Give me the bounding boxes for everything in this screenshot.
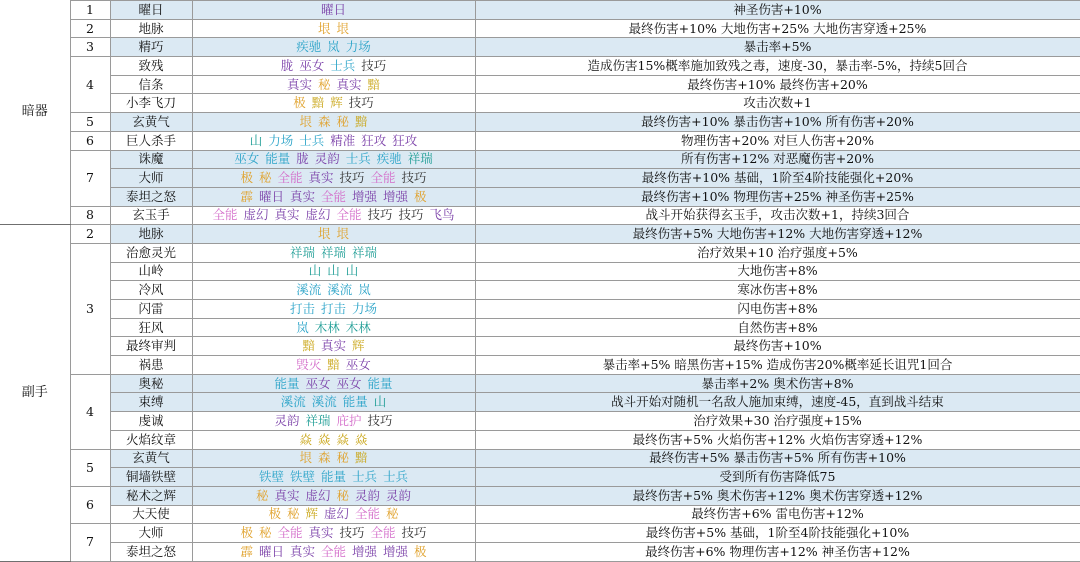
gem-label: 辉 [330, 95, 343, 111]
runeword-name-cell: 地脉 [110, 19, 192, 38]
tier-number-cell: 6 [70, 486, 110, 523]
effect-cell: 寒冰伤害+8% [475, 281, 1080, 300]
gem-label: 巫女 [234, 151, 260, 167]
table-row [0, 524, 1080, 543]
gem-label: 山 [373, 394, 387, 410]
runeword-name-cell: 狂风 [110, 318, 192, 337]
runeword-name-cell: 秘术之辉 [110, 486, 192, 505]
runeword-name-cell: 闪雷 [110, 300, 192, 319]
table-row [0, 449, 1080, 468]
gem-combo-cell [192, 337, 475, 356]
gem-label: 巫女 [299, 57, 325, 73]
gem-label: 虚幻 [324, 506, 350, 522]
table-row [0, 225, 1080, 244]
gem-label: 巫女 [336, 375, 362, 391]
effect-cell: 攻击次数+1 [475, 94, 1080, 113]
table-row [0, 38, 1080, 57]
gem-label: 霹 [240, 188, 253, 204]
effect-cell: 最终伤害+5% 基础，1阶至4阶技能强化+10% [475, 524, 1080, 543]
gem-label: 士兵 [383, 469, 409, 485]
gem-label: 士兵 [352, 469, 378, 485]
runeword-name-cell: 巨人杀手 [110, 131, 192, 150]
gem-combo-cell [192, 281, 475, 300]
gem-label: 真实 [320, 338, 346, 354]
gem-label: 全能 [336, 207, 362, 223]
gem-label: 祥瑞 [352, 244, 378, 260]
gem-label: 垠 [299, 450, 312, 466]
gem-label: 增强 [352, 543, 378, 559]
gem-combo-cell [192, 169, 475, 188]
runeword-name-cell: 冷风 [110, 281, 192, 300]
gem-label: 力场 [345, 39, 371, 55]
gem-label: 秘 [336, 450, 350, 466]
table-row [0, 542, 1080, 561]
runeword-name-cell: 地脉 [110, 225, 192, 244]
gem-label: 全能 [212, 207, 238, 223]
runeword-name-cell: 最终审判 [110, 337, 192, 356]
gem-label: 技巧 [367, 412, 393, 428]
table-row [0, 318, 1080, 337]
gem-label: 技巧 [401, 525, 427, 541]
gem-label: 山 [327, 263, 340, 279]
gem-combo-cell [192, 38, 475, 57]
effect-cell: 闪电伤害+8% [475, 300, 1080, 319]
table-row [0, 1, 1080, 20]
gem-label: 黯 [327, 356, 340, 372]
gem-combo-cell [192, 225, 475, 244]
runeword-name-cell: 火焰纹章 [110, 430, 192, 449]
table-row [0, 374, 1080, 393]
tier-number-cell: 7 [70, 524, 110, 561]
gem-label: 垠 [336, 20, 350, 36]
runeword-name-cell: 泰坦之怒 [110, 187, 192, 206]
gem-label: 疾驰 [376, 151, 402, 167]
gem-label: 山 [308, 263, 322, 279]
gem-label: 增强 [352, 188, 378, 204]
tier-number-cell: 7 [70, 150, 110, 206]
gem-label: 铁壁 [258, 469, 284, 485]
gem-label: 极 [414, 543, 427, 559]
gem-label: 真实 [336, 76, 362, 92]
table-row [0, 206, 1080, 225]
runeword-name-cell: 小李飞刀 [110, 94, 192, 113]
tier-number-cell: 3 [70, 243, 110, 374]
runeword-name-cell: 玄玉手 [110, 206, 192, 225]
gem-label: 全能 [320, 188, 346, 204]
gem-label: 虚幻 [305, 207, 331, 223]
gem-label: 技巧 [348, 95, 374, 111]
table-row [0, 169, 1080, 188]
gem-label: 飞鸟 [429, 207, 455, 223]
tier-number-cell: 4 [70, 374, 110, 449]
effect-cell: 最终伤害+10% 基础，1阶至4阶技能强化+20% [475, 169, 1080, 188]
gem-label: 士兵 [345, 151, 371, 167]
runeword-name-cell: 大师 [110, 169, 192, 188]
runeword-name-cell: 信条 [110, 75, 192, 94]
runeword-name-cell: 曜日 [110, 1, 192, 20]
gem-label: 溪流 [280, 394, 306, 410]
table-row [0, 19, 1080, 38]
tier-number-cell: 3 [70, 38, 110, 57]
effect-cell: 治疗效果+30 治疗强度+15% [475, 412, 1080, 431]
gem-label: 黯 [355, 113, 368, 129]
gem-label: 真实 [308, 170, 334, 186]
table-row [0, 412, 1080, 431]
table-row [0, 281, 1080, 300]
gem-label: 能量 [320, 469, 346, 485]
gem-label: 木林 [314, 319, 340, 335]
gem-combo-cell [192, 300, 475, 319]
table-row [0, 337, 1080, 356]
gem-label: 焱 [317, 431, 331, 447]
table-row [0, 131, 1080, 150]
gem-label: 真实 [274, 207, 300, 223]
gem-label: 真实 [286, 76, 312, 92]
runeword-name-cell: 玄黄气 [110, 113, 192, 132]
gem-label: 全能 [370, 525, 396, 541]
runeword-name-cell: 治愈灵光 [110, 243, 192, 262]
gem-label: 胧 [280, 57, 294, 73]
table-body [0, 1, 1080, 562]
gem-label: 祥瑞 [289, 244, 315, 260]
gem-label: 能量 [367, 375, 393, 391]
effect-cell: 所有伤害+12% 对恶魔伤害+20% [475, 150, 1080, 169]
gem-combo-cell [192, 94, 475, 113]
effect-cell: 受到所有伤害降低75 [475, 468, 1080, 487]
gem-label: 岚 [358, 282, 371, 298]
effect-cell: 最终伤害+10% 物理伤害+25% 神圣伤害+25% [475, 187, 1080, 206]
gem-label: 祥瑞 [305, 412, 331, 428]
effect-cell: 大地伤害+8% [475, 262, 1080, 281]
effect-cell: 战斗开始对随机一名敌人施加束缚，速度-45，直到战斗结束 [475, 393, 1080, 412]
gem-combo-cell [192, 393, 475, 412]
gem-label: 巫女 [345, 356, 371, 372]
effect-cell: 最终伤害+5% 奥术伤害+12% 奥术伤害穿透+12% [475, 486, 1080, 505]
tier-number-cell: 6 [70, 131, 110, 150]
effect-cell: 最终伤害+6% 物理伤害+12% 神圣伤害+12% [475, 542, 1080, 561]
gem-label: 增强 [383, 543, 409, 559]
gem-label: 垠 [336, 226, 350, 242]
gem-label: 灵韵 [386, 487, 412, 503]
gem-combo-cell [192, 486, 475, 505]
table-row [0, 468, 1080, 487]
gem-label: 秘 [336, 113, 350, 129]
table-row [0, 505, 1080, 524]
gem-label: 真实 [308, 525, 334, 541]
runeword-name-cell: 致残 [110, 57, 192, 76]
gem-label: 士兵 [330, 57, 356, 73]
gem-label: 溪流 [327, 282, 353, 298]
gem-combo-cell [192, 113, 475, 132]
runeword-name-cell: 虔诚 [110, 412, 192, 431]
runeword-name-cell: 精巧 [110, 38, 192, 57]
gem-combo-cell [192, 75, 475, 94]
category-cell: 副手 [0, 225, 70, 561]
gem-label: 力场 [268, 132, 294, 148]
gem-combo-cell [192, 318, 475, 337]
gem-label: 秘 [286, 506, 300, 522]
table-row [0, 262, 1080, 281]
gem-label: 疾驰 [296, 39, 322, 55]
gem-combo-cell [192, 524, 475, 543]
gem-label: 黯 [355, 450, 368, 466]
table-row [0, 430, 1080, 449]
gem-label: 垠 [317, 20, 331, 36]
gem-label: 灵韵 [355, 487, 381, 503]
table-row [0, 187, 1080, 206]
effect-cell: 最终伤害+10% 最终伤害+20% [475, 75, 1080, 94]
effect-cell: 最终伤害+10% [475, 337, 1080, 356]
table-row [0, 393, 1080, 412]
gem-combo-cell [192, 542, 475, 561]
gem-combo-cell [192, 374, 475, 393]
tier-number-cell: 2 [70, 225, 110, 244]
gem-label: 焱 [336, 431, 350, 447]
gem-label: 山 [345, 263, 359, 279]
table-row [0, 150, 1080, 169]
gem-label: 秘 [336, 487, 350, 503]
gem-label: 狂攻 [361, 132, 387, 148]
table-row [0, 486, 1080, 505]
tier-number-cell: 4 [70, 57, 110, 113]
gem-label: 山 [249, 132, 263, 148]
table-row [0, 300, 1080, 319]
gem-label: 技巧 [339, 525, 365, 541]
gem-label: 极 [293, 95, 306, 111]
gem-label: 灵韵 [314, 151, 340, 167]
gem-label: 虚幻 [305, 487, 331, 503]
tier-number-cell: 8 [70, 206, 110, 225]
gem-label: 溪流 [311, 394, 337, 410]
gem-label: 秘 [258, 525, 272, 541]
gem-label: 铁壁 [289, 469, 315, 485]
gem-label: 能量 [265, 151, 291, 167]
gem-label: 真实 [289, 543, 315, 559]
gem-combo-cell [192, 206, 475, 225]
tier-number-cell: 2 [70, 19, 110, 38]
gem-label: 士兵 [299, 132, 325, 148]
gem-combo-cell [192, 131, 475, 150]
gem-label: 垠 [299, 113, 312, 129]
runeword-name-cell: 大师 [110, 524, 192, 543]
table-row [0, 57, 1080, 76]
gem-label: 庇护 [336, 412, 362, 428]
gem-label: 森 [317, 113, 331, 129]
runeword-name-cell: 束缚 [110, 393, 192, 412]
effect-cell: 暴击率+5% 暗黑伤害+15% 造成伤害20%概率延长诅咒1回合 [475, 356, 1080, 375]
gem-combo-cell [192, 243, 475, 262]
runeword-name-cell: 泰坦之怒 [110, 542, 192, 561]
gem-label: 辉 [352, 338, 365, 354]
gem-label: 精准 [330, 132, 356, 148]
gem-combo-cell [192, 262, 475, 281]
gem-label: 秘 [317, 76, 331, 92]
gem-label: 力场 [352, 300, 378, 316]
gem-label: 全能 [370, 170, 396, 186]
gem-combo-cell [192, 57, 475, 76]
gem-label: 打击 [320, 300, 346, 316]
gem-label: 森 [317, 450, 331, 466]
table-row [0, 75, 1080, 94]
runeword-name-cell: 玄黄气 [110, 449, 192, 468]
gem-label: 真实 [274, 487, 300, 503]
gem-label: 毁灭 [296, 356, 322, 372]
table-row [0, 113, 1080, 132]
effect-cell: 最终伤害+5% 火焰伤害+12% 火焰伤害穿透+12% [475, 430, 1080, 449]
effect-cell: 最终伤害+10% 暴击伤害+10% 所有伤害+20% [475, 113, 1080, 132]
gem-label: 技巧 [398, 207, 424, 223]
gem-combo-cell [192, 187, 475, 206]
effect-cell: 物理伤害+20% 对巨人伤害+20% [475, 131, 1080, 150]
gem-label: 全能 [320, 543, 346, 559]
gem-label: 秘 [258, 170, 272, 186]
gem-label: 秘 [386, 506, 399, 522]
category-cell: 暗器 [0, 1, 70, 225]
gem-label: 真实 [289, 188, 315, 204]
gem-label: 能量 [274, 375, 300, 391]
table-row [0, 356, 1080, 375]
gem-label: 辉 [305, 506, 318, 522]
gem-label: 焱 [355, 431, 368, 447]
gem-label: 黯 [302, 338, 315, 354]
gem-label: 木林 [345, 319, 371, 335]
effect-cell: 暴击率+5% [475, 38, 1080, 57]
gem-label: 极 [240, 170, 253, 186]
gem-label: 极 [240, 525, 253, 541]
gem-label: 岚 [296, 319, 309, 335]
runeword-name-cell: 奥秘 [110, 374, 192, 393]
gem-label: 胧 [296, 151, 309, 167]
effect-cell: 暴击率+2% 奥术伤害+8% [475, 374, 1080, 393]
gem-label: 霹 [240, 543, 253, 559]
gem-label: 技巧 [367, 207, 393, 223]
gem-label: 焱 [299, 431, 312, 447]
gem-label: 技巧 [339, 170, 365, 186]
runeword-name-cell: 诛魔 [110, 150, 192, 169]
table-row [0, 94, 1080, 113]
effect-cell: 自然伤害+8% [475, 318, 1080, 337]
gem-label: 全能 [355, 506, 381, 522]
gem-label: 曜日 [320, 1, 346, 17]
gem-label: 虚幻 [243, 207, 269, 223]
tier-number-cell: 5 [70, 113, 110, 132]
effect-cell: 最终伤害+6% 雷电伤害+12% [475, 505, 1080, 524]
gem-combo-cell [192, 449, 475, 468]
table-row [0, 243, 1080, 262]
gem-combo-cell [192, 468, 475, 487]
gem-label: 灵韵 [274, 412, 300, 428]
gem-label: 溪流 [296, 282, 322, 298]
tier-number-cell: 5 [70, 449, 110, 486]
gem-label: 秘 [255, 487, 269, 503]
effect-cell: 神圣伤害+10% [475, 1, 1080, 20]
gem-label: 曜日 [258, 188, 284, 204]
effect-cell: 最终伤害+5% 大地伤害+12% 大地伤害穿透+12% [475, 225, 1080, 244]
effect-cell: 造成伤害15%概率施加致残之毒，速度-30，暴击率-5%，持续5回合 [475, 57, 1080, 76]
gem-label: 全能 [277, 170, 303, 186]
gem-label: 曜日 [258, 543, 284, 559]
effect-cell: 治疗效果+10 治疗强度+5% [475, 243, 1080, 262]
gem-label: 增强 [383, 188, 409, 204]
gem-label: 技巧 [401, 170, 427, 186]
gem-combo-cell [192, 356, 475, 375]
gem-label: 巫女 [305, 375, 331, 391]
gem-label: 极 [268, 506, 281, 522]
gem-combo-cell [192, 505, 475, 524]
runeword-name-cell: 铜墙铁壁 [110, 468, 192, 487]
gem-combo-cell [192, 19, 475, 38]
gem-label: 打击 [289, 300, 315, 316]
runeword-name-cell: 祸患 [110, 356, 192, 375]
effect-cell: 战斗开始获得玄玉手，攻击次数+1，持续3回合 [475, 206, 1080, 225]
gem-label: 狂攻 [392, 132, 418, 148]
gem-combo-cell [192, 430, 475, 449]
gem-label: 祥瑞 [407, 151, 433, 167]
gem-combo-cell [192, 150, 475, 169]
gem-combo-cell [192, 1, 475, 20]
gem-label: 全能 [277, 525, 303, 541]
gem-label: 极 [414, 188, 427, 204]
gem-combo-cell [192, 412, 475, 431]
effect-cell: 最终伤害+5% 暴击伤害+5% 所有伤害+10% [475, 449, 1080, 468]
gem-label: 垠 [317, 226, 331, 242]
runeword-name-cell: 大天使 [110, 505, 192, 524]
gem-label: 黯 [367, 76, 381, 92]
gem-label: 岚 [327, 39, 340, 55]
tier-number-cell: 1 [70, 1, 110, 20]
runeword-name-cell: 山岭 [110, 262, 192, 281]
gem-label: 能量 [342, 394, 368, 410]
gem-label: 技巧 [361, 57, 387, 73]
effect-cell: 最终伤害+10% 大地伤害+25% 大地伤害穿透+25% [475, 19, 1080, 38]
gem-label: 黯 [311, 95, 325, 111]
gem-label: 祥瑞 [320, 244, 346, 260]
